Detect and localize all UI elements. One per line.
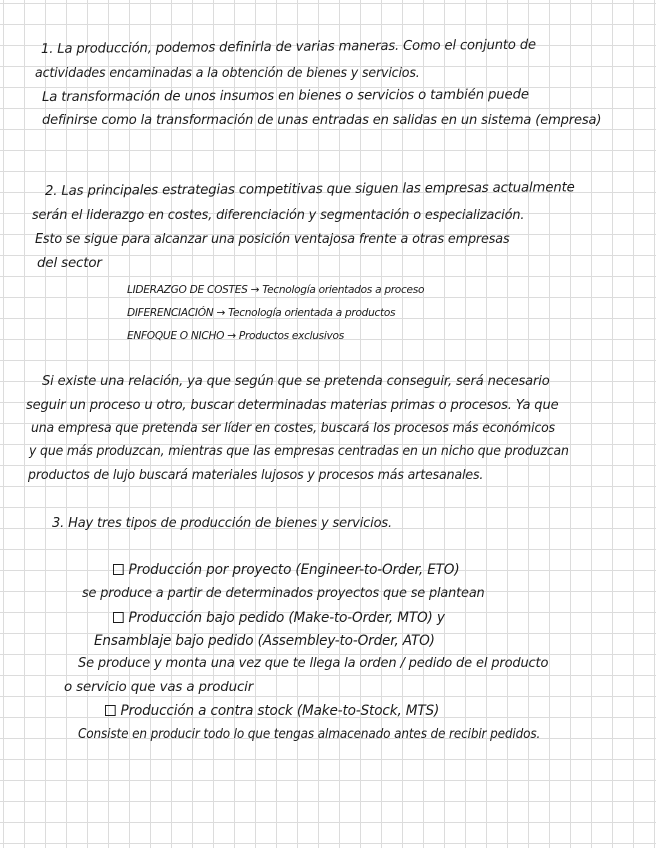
item-title: Producción bajo pedido (Make-to-Order, MTO) y [128, 610, 445, 626]
prod-item-mto-desc-2: o servicio que vas a producir [64, 680, 254, 695]
checkbox-icon [113, 612, 124, 623]
p3-line-2: seguir un proceso u otro, buscar determinadas materias primas o procesos. Ya que [26, 398, 559, 413]
strategy-left: LIDERAZGO DE COSTES [127, 284, 248, 296]
strategy-row-cost [127, 282, 424, 298]
strategy-right: Productos exclusivos [238, 330, 344, 342]
strategy-right: Tecnología orientada a productos [228, 307, 396, 319]
item-title: Producción a contra stock (Make-to-Stock, MTS) [120, 703, 440, 719]
p1-line-1: 1. La producción, podemos definirla de varias maneras. Como el conjunto de [40, 37, 536, 57]
arrow-icon: → [227, 330, 236, 342]
arrow-icon: → [216, 307, 226, 319]
checkbox-icon [105, 705, 116, 716]
p2-line-2: serán el liderazgo en costes, diferenciación y segmentación o especialización. [32, 208, 525, 223]
prod-item-eto-desc: se produce a partir de determinados proyectos que se plantean [82, 586, 485, 601]
strategy-left: ENFOQUE O NICHO [127, 330, 225, 342]
strategy-right: Tecnología orientados a proceso [262, 284, 425, 296]
p1-line-2: actividades encaminadas a la obtención de bienes y servicios. [35, 66, 420, 81]
strategy-left: DIFERENCIACIÓN [127, 307, 214, 319]
p2-line-4: del sector [37, 256, 102, 271]
item-title: Producción por proyecto (Engineer-to-Order, ETO) [128, 562, 460, 578]
prod-item-eto [113, 562, 459, 578]
p2-line-3: Esto se sigue para alcanzar una posición ventajosa frente a otras empresas [35, 232, 510, 247]
p3-line-5: productos de lujo buscará materiales lujosos y procesos más artesanales. [28, 468, 484, 483]
strategy-row-differentiation [127, 305, 395, 321]
p1-line-3: La transformación de unos insumos en bienes o servicios o también puede [41, 87, 529, 105]
prod-item-ato: Ensamblaje bajo pedido (Assembley-to-Order, ATO) [94, 633, 435, 649]
p2-line-1: 2. Las principales estrategias competitivas que siguen las empresas actualmente [44, 180, 575, 199]
p4-heading: 3. Hay tres tipos de producción de bienes y servicios. [52, 516, 393, 531]
p3-line-3: una empresa que pretenda ser líder en costes, buscará los procesos más económicos [31, 421, 555, 436]
strategy-row-niche [127, 328, 344, 344]
checkbox-icon [113, 564, 124, 575]
prod-item-mto-desc-1: Se produce y monta una vez que te llega la orden / pedido de el producto [78, 656, 549, 671]
p3-line-4: y que más produzcan, mientras que las empresas centradas en un nicho que produzcan [29, 444, 569, 459]
prod-item-mto [113, 610, 445, 626]
p1-line-4: definirse como la transformación de unas entradas en salidas en un sistema (empresa) [42, 113, 602, 128]
arrow-icon: → [250, 284, 260, 296]
p3-line-1: Si existe una relación, ya que según que se pretenda conseguir, será necesario [42, 374, 550, 389]
prod-item-mts [105, 703, 439, 719]
prod-item-mts-desc: Consiste en producir todo lo que tengas almacenado antes de recibir pedidos. [78, 727, 541, 742]
